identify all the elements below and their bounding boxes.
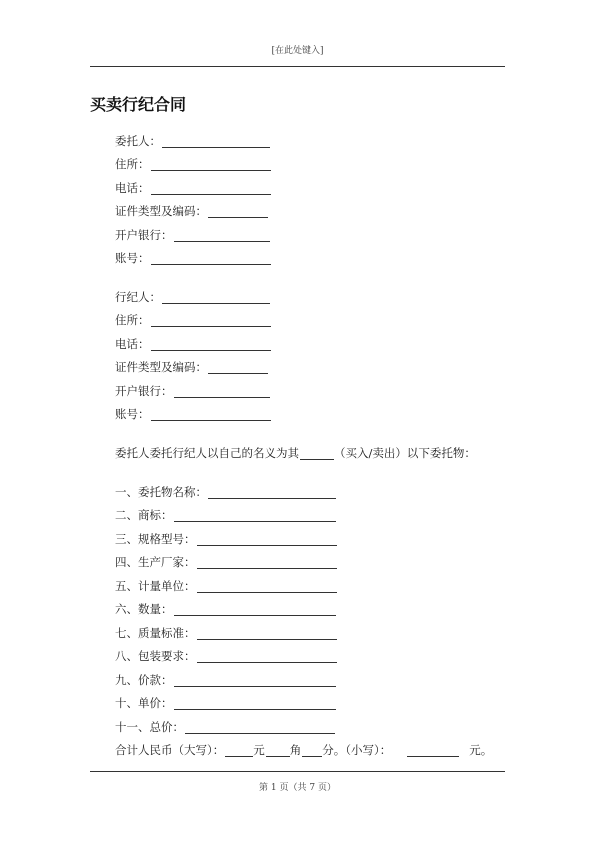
principal-id-field [115,204,268,218]
agent-id-field [115,360,268,374]
item-label: 四、生产厂家： [115,555,196,569]
principal-id-label: 证件类型及编码： [115,204,207,218]
agent-bank-blank[interactable] [174,387,270,398]
item-row [115,602,336,616]
principal-address-label: 住所： [115,157,150,171]
item-blank[interactable] [174,511,336,522]
principal-account-field [115,251,271,265]
total-yuan-label: 元 [253,743,265,757]
item-row [115,555,337,569]
total-numeric-blank[interactable] [407,746,459,757]
item-label: 九、价款： [115,673,173,687]
item-row [115,696,336,710]
agent-account-label: 账号： [115,407,150,421]
item-label: 十、单价： [115,696,173,710]
document-title: 买卖行纪合同 [90,95,187,114]
principal-bank-blank[interactable] [174,231,270,242]
item-blank[interactable] [185,723,335,734]
principal-bank-field [115,228,270,242]
agent-bank-field [115,384,270,398]
page-header: [在此处键入] [271,46,324,56]
intro-after: （买入/卖出）以下委托物： [334,446,476,460]
agent-phone-field [115,337,271,351]
item-row [115,649,337,663]
item-blank[interactable] [174,605,336,616]
item-blank[interactable] [174,699,336,710]
total-amount-line [115,743,492,757]
principal-phone-blank[interactable] [151,184,271,195]
item-row [115,579,337,593]
item-label: 八、包装要求： [115,649,196,663]
principal-name-field [115,134,270,148]
principal-account-blank[interactable] [151,254,271,265]
item-label: 二、商标： [115,508,173,522]
principal-phone-label: 电话： [115,181,150,195]
total-fen-label: 分。（小写）： [322,743,392,757]
total-prefix: 合计人民币（大写）： [115,743,225,757]
total-jiao-label: 角 [289,743,302,757]
item-label: 六、数量： [115,602,173,616]
agent-phone-label: 电话： [115,337,150,351]
principal-address-blank[interactable] [151,160,271,171]
principal-phone-field [115,181,271,195]
item-label: 十一、总价： [115,720,184,734]
agent-name-blank[interactable] [162,293,270,304]
page-footer: 第 1 页（共 7 页） [259,783,336,793]
item-blank[interactable] [174,676,336,687]
item-blank[interactable] [197,582,337,593]
item-blank[interactable] [197,629,337,640]
principal-name-blank[interactable] [162,137,270,148]
item-label: 一、委托物名称： [115,485,207,499]
item-blank[interactable] [197,652,337,663]
agent-address-label: 住所： [115,313,150,327]
total-jiao-blank[interactable] [266,746,290,757]
item-row [115,626,337,640]
item-row [115,532,337,546]
principal-bank-label: 开户银行： [115,228,173,242]
item-label: 三、规格型号： [115,532,196,546]
agent-bank-label: 开户银行： [115,384,173,398]
total-fen-blank[interactable] [302,746,322,757]
item-row [115,485,336,499]
agent-address-blank[interactable] [151,316,271,327]
item-label: 七、质量标准： [115,626,196,640]
agent-address-field [115,313,271,327]
principal-account-label: 账号： [115,251,150,265]
item-row [115,673,336,687]
agent-phone-blank[interactable] [151,340,271,351]
agent-name-label: 行纪人： [115,290,161,304]
intro-sentence [115,446,476,460]
total-yuan-blank[interactable] [225,746,253,757]
agent-account-field [115,407,271,421]
total-suffix: 元。 [469,743,493,757]
agent-id-label: 证件类型及编码： [115,360,207,374]
agent-id-blank[interactable] [208,363,268,374]
principal-name-label: 委托人： [115,134,161,148]
principal-address-field [115,157,271,171]
header-divider [90,66,505,67]
item-label: 五、计量单位： [115,579,196,593]
agent-name-field [115,290,270,304]
item-row [115,508,336,522]
footer-divider [90,771,505,772]
principal-id-blank[interactable] [208,207,268,218]
intro-before: 委托人委托行纪人以自己的名义为其 [115,446,299,460]
intro-direction-blank[interactable] [300,449,334,460]
item-blank[interactable] [197,535,337,546]
item-blank[interactable] [197,558,337,569]
agent-account-blank[interactable] [151,410,271,421]
item-blank[interactable] [208,488,336,499]
item-row [115,720,335,734]
